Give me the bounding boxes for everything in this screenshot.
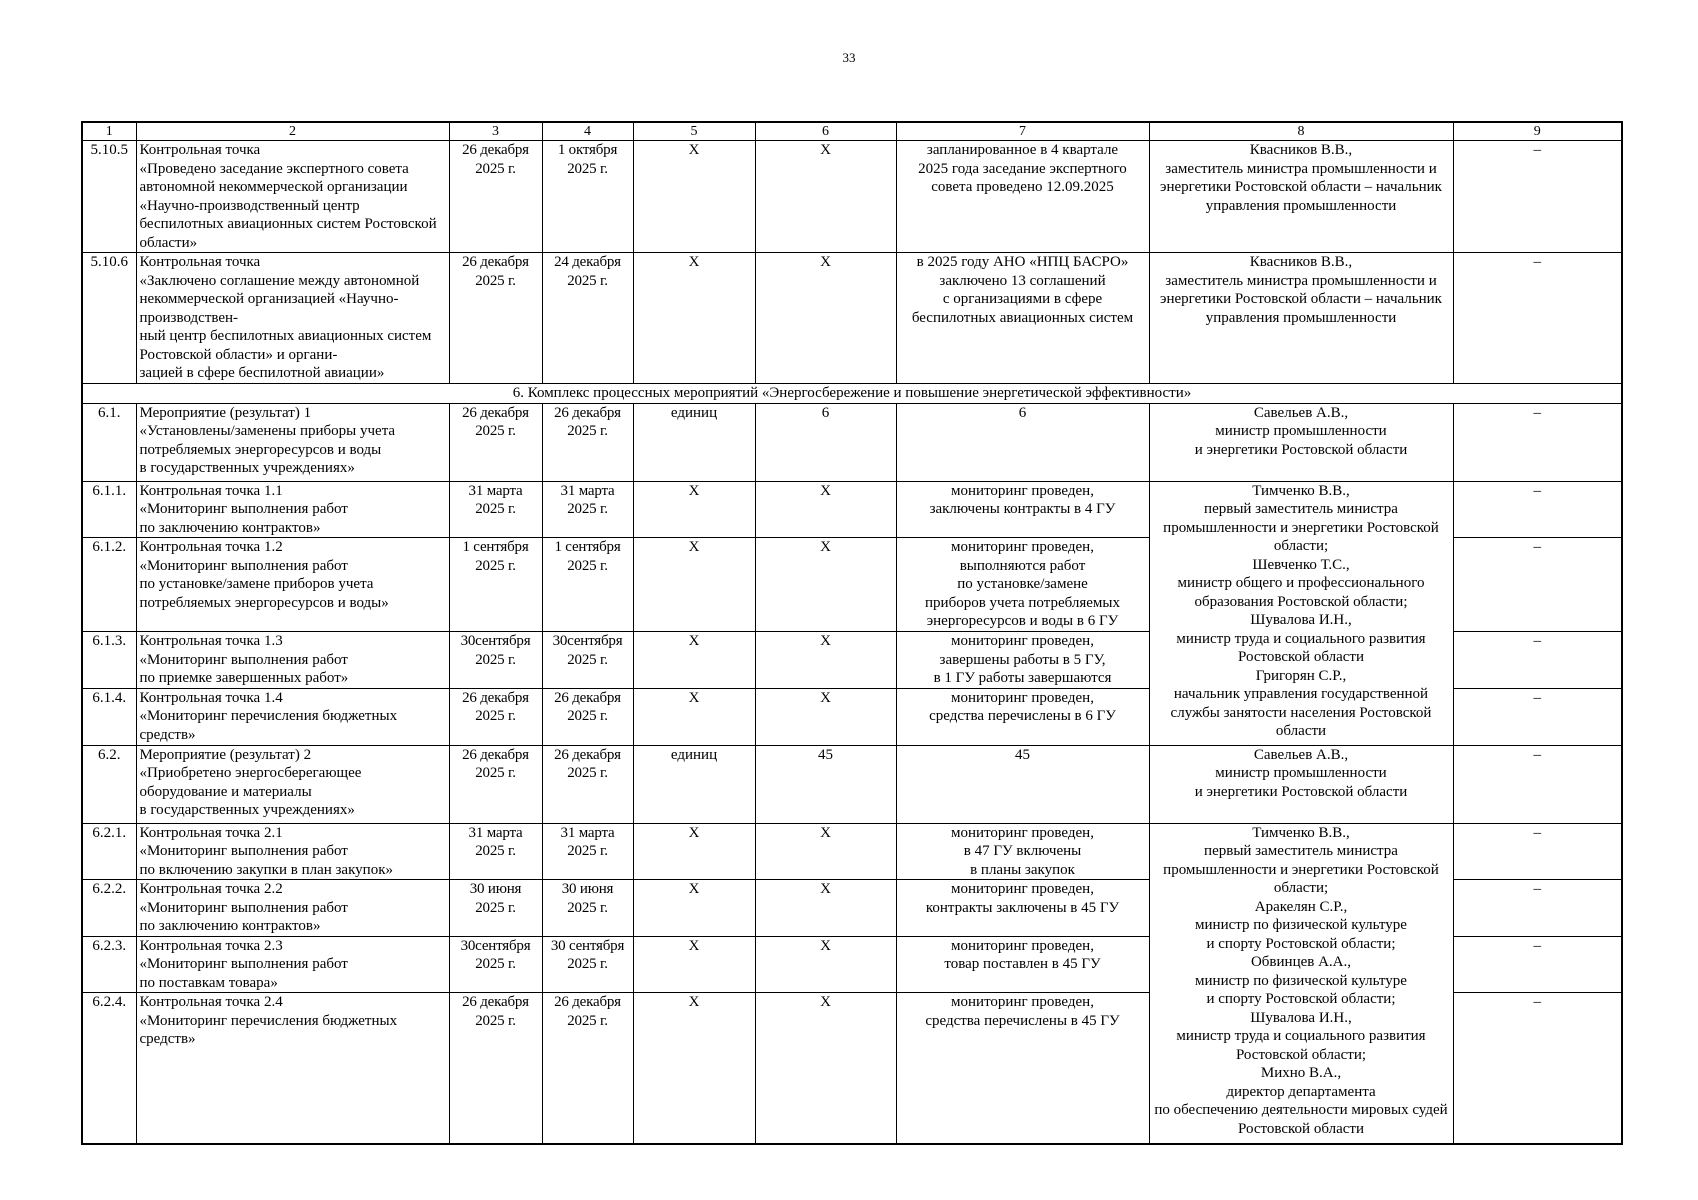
event-name: Мероприятие (результат) 2 «Приобретено энергосберегающее оборудование и материалы в государственных учреждениях»	[136, 745, 449, 823]
row-number: 6.2.3.	[82, 936, 136, 993]
row-number: 5.10.5	[82, 141, 136, 253]
unit: единиц	[633, 403, 755, 481]
responsible: Савельев А.В., министр промышленности и энергетики Ростовской области	[1149, 745, 1453, 823]
plan-date: 26 декабря 2025 г.	[449, 403, 542, 481]
plan-date: 30сентября 2025 г.	[449, 632, 542, 689]
note: –	[1453, 688, 1622, 745]
plan-date: 26 декабря 2025 г.	[449, 688, 542, 745]
unit: Х	[633, 823, 755, 880]
plan-date: 31 марта 2025 г.	[449, 481, 542, 538]
table-row	[82, 141, 1622, 253]
event-name: Контрольная точка 2.2 «Мониторинг выполнения работ по заключению контрактов»	[136, 880, 449, 937]
note: –	[1453, 880, 1622, 937]
fact-date: 30 июня 2025 г.	[542, 880, 633, 937]
section-title: 6. Комплекс процессных мероприятий «Энергосбережение и повышение энергетической эффективности»	[82, 383, 1622, 403]
plan-date: 30 июня 2025 г.	[449, 880, 542, 937]
column-number: 8	[1149, 122, 1453, 141]
note: –	[1453, 993, 1622, 1144]
responsible: Тимченко В.В., первый заместитель министра промышленности и энергетики Ростовской области; Шевченко Т.С., министр общего и профессионального образования Ростовской области; Шувалова И.Н., министр труда и социального развития Ростовской области Григорян С.Р., начальник управления государственной службы занятости населения Ростовской области	[1149, 481, 1453, 745]
unit: Х	[633, 141, 755, 253]
column-number: 7	[896, 122, 1149, 141]
result: в 2025 году АНО «НПЦ БАСРО» заключено 13 соглашений с организациями в сфере беспилотных авиационных систем	[896, 253, 1149, 384]
row-number: 6.1.3.	[82, 632, 136, 689]
plan-date: 26 декабря 2025 г.	[449, 141, 542, 253]
unit: Х	[633, 688, 755, 745]
unit: Х	[633, 253, 755, 384]
column-number: 4	[542, 122, 633, 141]
note: –	[1453, 745, 1622, 823]
value: Х	[755, 538, 896, 632]
fact-date: 26 декабря 2025 г.	[542, 745, 633, 823]
fact-date: 31 марта 2025 г.	[542, 823, 633, 880]
table-row	[82, 253, 1622, 384]
unit: единиц	[633, 745, 755, 823]
column-number: 3	[449, 122, 542, 141]
event-name: Контрольная точка 1.3 «Мониторинг выполнения работ по приемке завершенных работ»	[136, 632, 449, 689]
column-number-row	[82, 122, 1622, 141]
row-number: 5.10.6	[82, 253, 136, 384]
table-row	[82, 403, 1622, 481]
fact-date: 31 марта 2025 г.	[542, 481, 633, 538]
report-table	[81, 121, 1623, 1145]
fact-date: 24 декабря 2025 г.	[542, 253, 633, 384]
plan-date: 30сентября 2025 г.	[449, 936, 542, 993]
result: мониторинг проведен, выполняются работ по установке/замене приборов учета потребляемых энергоресурсов и воды в 6 ГУ	[896, 538, 1149, 632]
table-row	[82, 745, 1622, 823]
value: Х	[755, 993, 896, 1144]
note: –	[1453, 141, 1622, 253]
event-name: Контрольная точка «Заключено соглашение между автономной некоммерческой организацией «Научно-производствен- ный центр беспилотных авиационных систем Ростовской области» и органи- зацией в сфере беспилотной авиации»	[136, 253, 449, 384]
row-number: 6.2.1.	[82, 823, 136, 880]
note: –	[1453, 632, 1622, 689]
result: запланированное в 4 квартале 2025 года заседание экспертного совета проведено 12.09.2025	[896, 141, 1149, 253]
fact-date: 30 сентября 2025 г.	[542, 936, 633, 993]
row-number: 6.1.2.	[82, 538, 136, 632]
row-number: 6.2.4.	[82, 993, 136, 1144]
result: мониторинг проведен, контракты заключены в 45 ГУ	[896, 880, 1149, 937]
column-number: 5	[633, 122, 755, 141]
plan-date: 1 сентября 2025 г.	[449, 538, 542, 632]
row-number: 6.1.	[82, 403, 136, 481]
event-name: Контрольная точка 2.1 «Мониторинг выполнения работ по включению закупки в план закупок»	[136, 823, 449, 880]
fact-date: 1 сентября 2025 г.	[542, 538, 633, 632]
value: Х	[755, 141, 896, 253]
event-name: Контрольная точка 1.4 «Мониторинг перечисления бюджетных средств»	[136, 688, 449, 745]
note: –	[1453, 481, 1622, 538]
event-name: Контрольная точка «Проведено заседание экспертного совета автономной некоммерческой организации «Научно-производственный центр беспилотных авиационных систем Ростовской области»	[136, 141, 449, 253]
unit: Х	[633, 880, 755, 937]
event-name: Контрольная точка 2.3 «Мониторинг выполнения работ по поставкам товара»	[136, 936, 449, 993]
note: –	[1453, 936, 1622, 993]
row-number: 6.2.2.	[82, 880, 136, 937]
value: Х	[755, 880, 896, 937]
responsible: Квасников В.В., заместитель министра промышленности и энергетики Ростовской области – начальник управления промышленности	[1149, 141, 1453, 253]
fact-date: 26 декабря 2025 г.	[542, 993, 633, 1144]
column-number: 1	[82, 122, 136, 141]
value: Х	[755, 253, 896, 384]
event-name: Контрольная точка 1.1 «Мониторинг выполнения работ по заключению контрактов»	[136, 481, 449, 538]
plan-date: 26 декабря 2025 г.	[449, 745, 542, 823]
fact-date: 26 декабря 2025 г.	[542, 403, 633, 481]
responsible: Савельев А.В., министр промышленности и энергетики Ростовской области	[1149, 403, 1453, 481]
note: –	[1453, 538, 1622, 632]
fact-date: 1 октября 2025 г.	[542, 141, 633, 253]
row-number: 6.1.1.	[82, 481, 136, 538]
responsible: Квасников В.В., заместитель министра промышленности и энергетики Ростовской области – начальник управления промышленности	[1149, 253, 1453, 384]
fact-date: 26 декабря 2025 г.	[542, 688, 633, 745]
table-row	[82, 481, 1622, 538]
result: 6	[896, 403, 1149, 481]
fact-date: 30сентября 2025 г.	[542, 632, 633, 689]
event-name: Контрольная точка 1.2 «Мониторинг выполнения работ по установке/замене приборов учета потребляемых энергоресурсов и воды»	[136, 538, 449, 632]
value: Х	[755, 936, 896, 993]
unit: Х	[633, 936, 755, 993]
plan-date: 26 декабря 2025 г.	[449, 253, 542, 384]
result: мониторинг проведен, заключены контракты в 4 ГУ	[896, 481, 1149, 538]
unit: Х	[633, 481, 755, 538]
plan-date: 26 декабря 2025 г.	[449, 993, 542, 1144]
page-number: 33	[842, 50, 856, 65]
column-number: 9	[1453, 122, 1622, 141]
value: Х	[755, 688, 896, 745]
column-number: 6	[755, 122, 896, 141]
result: мониторинг проведен, завершены работы в 5 ГУ, в 1 ГУ работы завершаются	[896, 632, 1149, 689]
result: мониторинг проведен, средства перечислены в 6 ГУ	[896, 688, 1149, 745]
unit: Х	[633, 993, 755, 1144]
plan-date: 31 марта 2025 г.	[449, 823, 542, 880]
value: Х	[755, 823, 896, 880]
value: 6	[755, 403, 896, 481]
row-number: 6.1.4.	[82, 688, 136, 745]
table-row	[82, 823, 1622, 880]
result: мониторинг проведен, средства перечислены в 45 ГУ	[896, 993, 1149, 1144]
value: Х	[755, 632, 896, 689]
note: –	[1453, 823, 1622, 880]
event-name: Мероприятие (результат) 1 «Установлены/заменены приборы учета потребляемых энергоресурсов и воды в государственных учреждениях»	[136, 403, 449, 481]
event-name: Контрольная точка 2.4 «Мониторинг перечисления бюджетных средств»	[136, 993, 449, 1144]
note: –	[1453, 253, 1622, 384]
note: –	[1453, 403, 1622, 481]
column-number: 2	[136, 122, 449, 141]
responsible: Тимченко В.В., первый заместитель министра промышленности и энергетики Ростовской области; Аракелян С.Р., министр по физической культуре и спорту Ростовской области; Обвинцев А.А., министр по физической культуре и спорту Ростовской области; Шувалова И.Н., министр труда и социального развития Ростовской области; Михно В.А., директор департамента по обеспечению деятельности мировых судей Ростовской области	[1149, 823, 1453, 1144]
value: Х	[755, 481, 896, 538]
unit: Х	[633, 632, 755, 689]
section-row	[82, 383, 1622, 403]
result: мониторинг проведен, в 47 ГУ включены в планы закупок	[896, 823, 1149, 880]
result: мониторинг проведен, товар поставлен в 45 ГУ	[896, 936, 1149, 993]
unit: Х	[633, 538, 755, 632]
row-number: 6.2.	[82, 745, 136, 823]
value: 45	[755, 745, 896, 823]
result: 45	[896, 745, 1149, 823]
